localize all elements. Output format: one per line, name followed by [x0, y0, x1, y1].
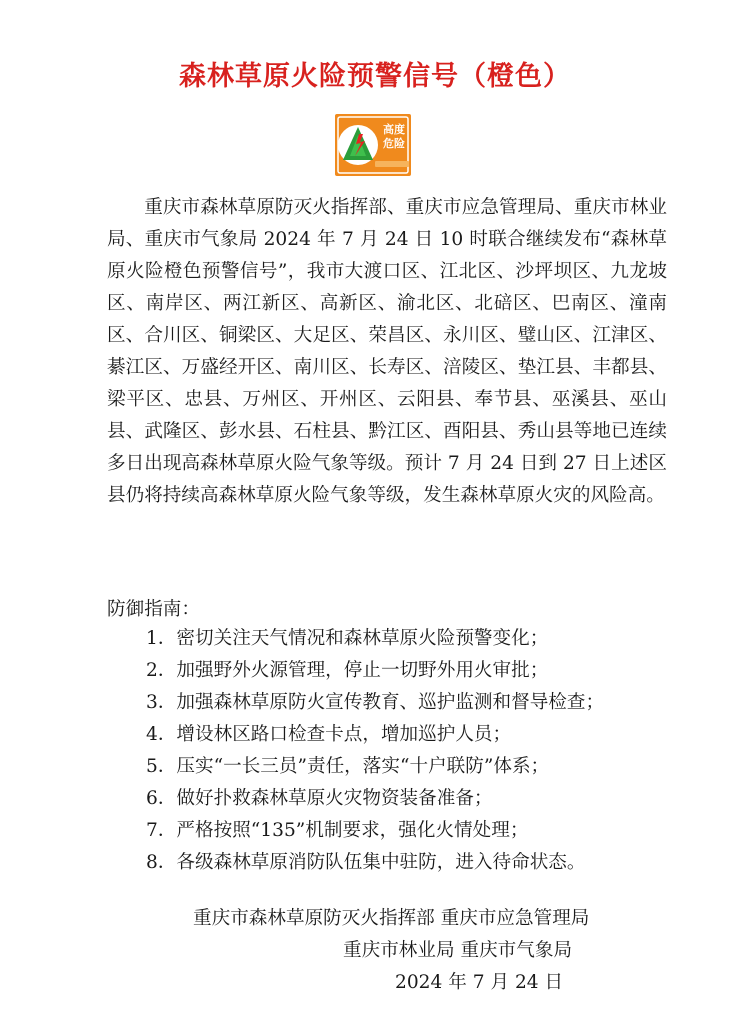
page-title: 森林草原火险预警信号（橙色）	[179, 61, 571, 92]
guide-item: 6．做好扑救森林草原火灾物资装备准备；	[146, 788, 493, 809]
badge-sub-bar	[375, 161, 409, 167]
signature-issuers-1: 重庆市森林草原防灭火指挥部 重庆市应急管理局	[193, 908, 590, 929]
guide-item: 4．增设林区路口检查卡点，增加巡护人员；	[146, 724, 512, 745]
badge-label: 高度危险	[383, 123, 405, 150]
guide-item: 7．严格按照“135”机制要求，强化火情处理；	[146, 820, 529, 841]
guide-item: 3．加强森林草原防火宣传教育、巡护监测和督导检查；	[146, 692, 605, 713]
guide-item: 1．密切关注天气情况和森林草原火险预警变化；	[146, 628, 549, 649]
signature-issuers-2: 重庆市林业局 重庆市气象局	[343, 940, 573, 961]
warning-body: 重庆市森林草原防灭火指挥部、重庆市应急管理局、重庆市林业局、重庆市气象局 2024 年 7 月 24 日 10 时联合继续发布“森林草原火险橙色预警信号”，我市大渡口区、江北区、沙坪坝区、九龙坡区、南岸区、两江新区、高新区、渝北区、北碚区、巴南区、潼南区、合川区、铜梁区、大足区、荣昌区、永川区、璧山区、江津区、綦江区、万盛经开区、南川区、长寿区、涪陵区、垫江县、丰都县、梁平区、忠县、万州区、开州区、云阳县、奉节县、巫溪县、巫山县、武隆区、彭水县、石柱县、黔江区、酉阳县、秀山县等地已连续多日出现高森林草原火险气象等级。预计 7 月 24 日到 27 日上述区县仍将持续高森林草原火险气象等级，发生森林草原火灾的风险高。	[107, 197, 667, 506]
guide-title: 防御指南：	[107, 599, 200, 620]
guide-list	[146, 623, 706, 879]
signature-date: 2024 年 7 月 24 日	[395, 972, 564, 993]
guide-item: 2．加强野外火源管理，停止一切野外用火审批；	[146, 660, 549, 681]
guide-item: 8．各级森林草原消防队伍集中驻防，进入待命状态。	[146, 852, 586, 873]
guide-item: 5．压实“一长三员”责任，落实“十户联防”体系；	[146, 756, 550, 777]
warning-badge	[335, 114, 411, 176]
